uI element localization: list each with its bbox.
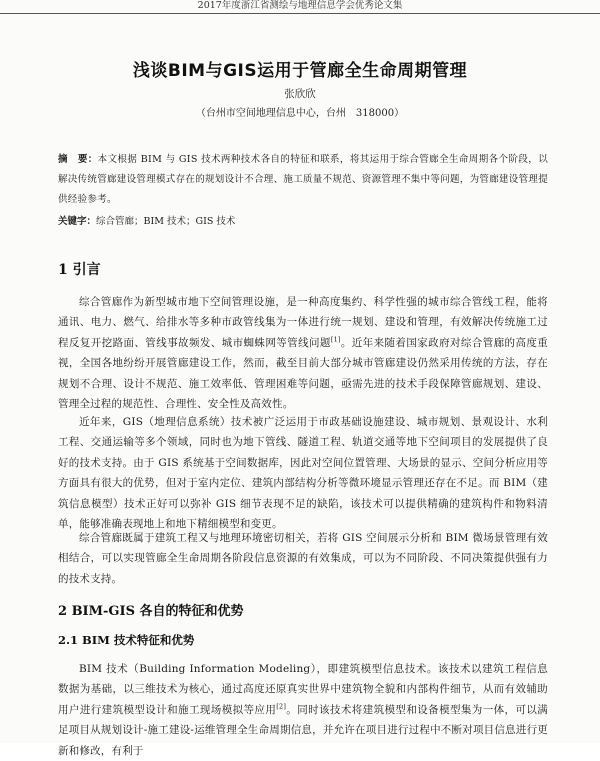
intro-paragraph-1-text: 综合管廊作为新型城市地下空间管理设施，是一种高度集约、科学性强的城市综合管线工程，能将通讯、电力、燃气、给排水等多种市政管线集为一体进行统一规划、建设和管理，有效解决传统施工过程反复开挖路面、管线事故频发、城市蜘蛛网等管线问题 — [58, 296, 548, 349]
subsection-heading-bim: 2.1 BIM 技术特征和优势 — [58, 633, 195, 647]
keywords-label: 关键字： — [58, 216, 97, 227]
paper-title: 浅谈BIM与GIS运用于管廊全生命周期管理 — [132, 61, 468, 81]
author-name: 张欣欣 — [284, 88, 316, 100]
citation-ref: [1] — [330, 335, 341, 344]
intro-paragraph-1-tail: 。近年来随着国家政府对综合管廊的高度重视，全国各地纷纷开展管廊建设工作，然而，截至目前大部分城市管廊建设仍然采用传统的方法，存在规划不合理、设计不规范、施工效率低、管理困难等问题，亟需先进的技术手段保障管廊规划、建设、管理全过程的规范性、合理性、安全性及高效性。 — [58, 336, 548, 411]
keywords-text: 综合管廊；BIM 技术；GIS 技术 — [96, 216, 236, 227]
section-heading-introduction: 1 引言 — [58, 262, 101, 278]
bim-paragraph-1 — [58, 659, 548, 761]
abstract — [58, 150, 548, 210]
intro-paragraph-2: 近年来，GIS（地理信息系统）技术被广泛运用于市政基础设施建设、城市规划、景观设计、水利工程、交通运输等多个领域，同时也为地下管线、隧道工程、轨道交通等地下空间项目的发展提供了良好的技术支持。由于 GIS 系统基于空间数据库，因此对空间位置管理、大场景的显示、空间分析应用等方面具有很大的优势，但对于室内定位、建筑内部结构分析等微环境显示管理还存在不足。而 BIM（建筑信息模型）技术正好可以弥补 GIS 细节表现不足的缺陷，该技术可以提供精确的建筑构件和物料清单，能够准确表现地上和地下精细模型和变更。 — [58, 416, 548, 531]
keywords — [58, 214, 548, 230]
author-affiliation: （台州市空间地理信息中心，台州 318000） — [195, 108, 405, 119]
running-head: 2017年度浙江省测绘与地理信息学会优秀论文集 — [0, 0, 600, 14]
intro-paragraph-1 — [58, 292, 548, 414]
abstract-label: 摘 要： — [58, 154, 98, 165]
abstract-text: 本文根据 BIM 与 GIS 技术两种技术各自的特征和联系，将其运用于综合管廊全生命周期各个阶段，以解决传统管廊建设管理模式存在的规划设计不合理、施工质量不规范、资源管理不集中等问题，为管廊建设管理提供经验参考。 — [58, 154, 549, 205]
section-heading-bim-gis: 2 BIM-GIS 各自的特征和优势 — [58, 604, 244, 619]
bim-paragraph-1-text: BIM 技术（Building Information Modeling），即建筑模型信息技术。该技术以建筑工程信息数据为基础，以三维技术为核心，通过高度还原真实世界中建筑物全貌和内部构件细节，从而有效辅助用户进行建筑模型设计和施工现场模拟等应用 — [58, 663, 548, 716]
citation-ref: [2] — [276, 702, 287, 711]
bim-paragraph-1-tail: 。同时该技术将建筑模型和设备模型集为一体，可以满足项目从规划设计-施工建设-运维管理全生命周期信息，并允许在项目进行过程中不断对项目信息进行更新和修改，有利于 — [58, 703, 548, 757]
intro-paragraph-3: 综合管廊既属于建筑工程又与地理环境密切相关，若将 GIS 空间展示分析和 BIM 微场景管理有效相结合，可以实现管廊全生命周期各阶段信息资源的有效集成，可以为不同阶段、不同决策提供强有力的技术支持。 — [58, 532, 548, 585]
